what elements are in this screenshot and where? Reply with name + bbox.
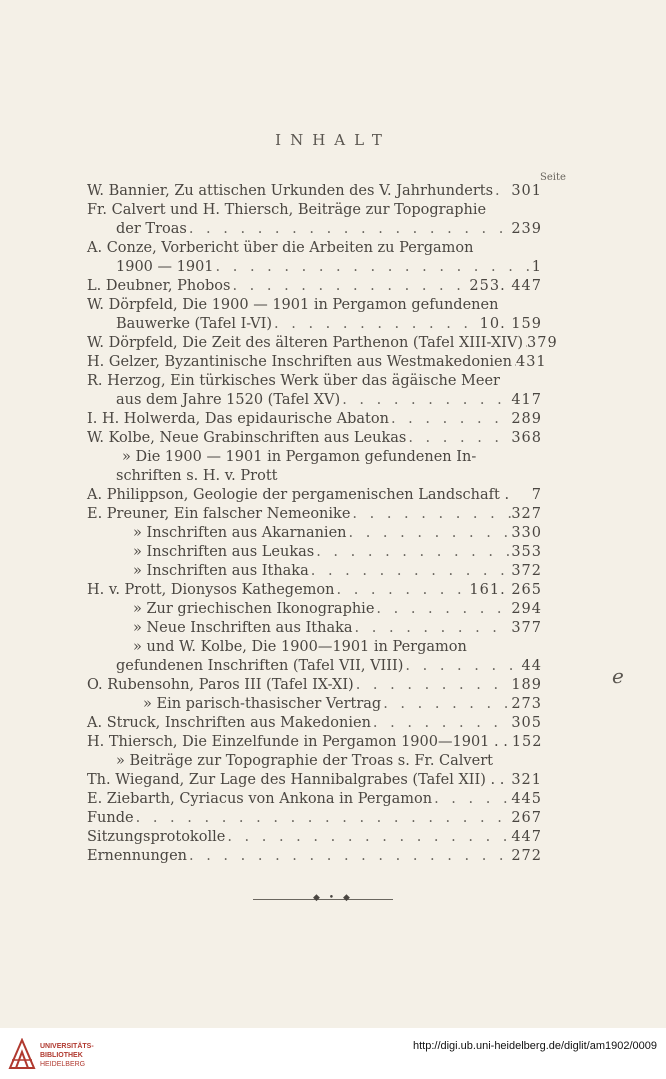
toc-entry-text: W. Kolbe, Neue Grabinschriften aus Leukas: [87, 430, 407, 446]
toc-entry-text: » Inschriften aus Leukas: [133, 544, 315, 560]
toc-entry: [133, 562, 542, 581]
toc-entry: [87, 429, 542, 448]
toc-entry: [116, 315, 542, 334]
toc-leader-dots: [374, 600, 511, 619]
toc-entry: [87, 201, 542, 220]
toc-entry: [87, 733, 542, 752]
toc-entry-text: A. Philippson, Geologie der pergamenischen Landschaft .: [87, 487, 510, 503]
toc-entry: [87, 676, 542, 695]
toc-page-number: 253. 447: [469, 278, 542, 294]
toc-entry: [87, 372, 542, 391]
toc-entry-text: R. Herzog, Ein türkisches Werk über das ägäische Meer: [87, 373, 500, 389]
toc-entry: [116, 467, 542, 486]
toc-leader-dots: [389, 410, 511, 429]
toc-entry: [87, 182, 542, 201]
toc-entry: [87, 334, 558, 353]
toc-entry-text: H. Gelzer, Byzantinische Inschriften aus Westmakedonien: [87, 354, 512, 370]
toc-entry: [87, 828, 542, 847]
library-name-line: BIBLIOTHEK: [40, 1052, 83, 1059]
toc-entry-text: L. Deubner, Phobos: [87, 278, 231, 294]
toc-entry: [87, 486, 542, 505]
toc-entry-text: Bauwerke (Tafel I-VI): [116, 316, 273, 332]
toc-page-number: 379: [527, 335, 558, 351]
ornament-icon: ◆ • ◆: [313, 893, 353, 903]
toc-page-number: 368: [511, 430, 542, 446]
toc-entry-text: A. Conze, Vorbericht über die Arbeiten zu Pergamon: [87, 240, 474, 256]
seite-label: Seite: [540, 172, 566, 183]
toc-entry: [87, 581, 542, 600]
toc-leader-dots: [187, 847, 511, 866]
toc-page-number: 330: [511, 525, 542, 541]
toc-entry-text: gefundenen Inschriften (Tafel VII, VIII): [116, 658, 404, 674]
toc-entry-text: » und W. Kolbe, Die 1900—1901 in Pergamon: [133, 639, 467, 655]
toc-page-number: 327: [511, 506, 542, 522]
toc-entry: [133, 543, 542, 562]
toc-page-number: 294: [511, 601, 542, 617]
toc-page-number: 301: [511, 183, 542, 199]
toc-page-number: 7: [531, 487, 542, 503]
toc-leader-dots: [335, 581, 470, 600]
library-name-line: UNIVERSITÄTS-: [40, 1043, 94, 1050]
toc-leader-dots: [406, 429, 511, 448]
toc-entry-text: aus dem Jahre 1520 (Tafel XV): [116, 392, 341, 408]
toc-leader-dots: [371, 714, 511, 733]
toc-entry: [87, 771, 542, 790]
toc-entry-text: » Inschriften aus Akarnanien: [133, 525, 347, 541]
toc-leader-dots: [350, 505, 511, 524]
toc-leader-dots: [272, 315, 480, 334]
toc-entry: [133, 524, 542, 543]
toc-entry: [87, 410, 542, 429]
toc-entry-text: » Ein parisch-thasischer Vertrag: [143, 696, 382, 712]
toc-leader-dots: [214, 258, 532, 277]
toc-entry-text: H. v. Prott, Dionysos Kathegemon: [87, 582, 335, 598]
toc-page-number: 289: [511, 411, 542, 427]
toc-page-number: 161. 265: [469, 582, 542, 598]
toc-leader-dots: [340, 391, 511, 410]
toc-leader-dots: [493, 182, 511, 201]
library-footer: [0, 1028, 666, 1079]
margin-annotation: e: [612, 664, 624, 688]
toc-entry-text: I. H. Holwerda, Das epidaurische Abaton: [87, 411, 389, 427]
toc-entry: [116, 258, 542, 277]
toc-entry-text: W. Bannier, Zu attischen Urkunden des V. Jahrhunderts: [87, 183, 494, 199]
toc-entry-text: O. Rubensohn, Paros III (Tafel IX-XI): [87, 677, 354, 693]
toc-entry: [133, 619, 542, 638]
toc-entry-text: Funde: [87, 810, 134, 826]
permalink-url[interactable]: http://digi.ub.uni-heidelberg.de/diglit/am1902/0009: [412, 1040, 657, 1052]
toc-entry-text: » Neue Inschriften aus Ithaka: [133, 620, 353, 636]
toc-page-number: 305: [511, 715, 542, 731]
toc-page-number: 377: [511, 620, 542, 636]
toc-page-number: 372: [511, 563, 542, 579]
toc-entry-text: Sitzungsprotokolle: [87, 829, 226, 845]
toc-page-number: 239: [511, 221, 542, 237]
toc-leader-dots: [432, 790, 511, 809]
toc-page-number: 10. 159: [479, 316, 542, 332]
toc-entry-text: 1900 — 1901: [116, 259, 214, 275]
toc-entry: [122, 448, 542, 467]
toc-entry: [133, 638, 542, 657]
toc-entry: [87, 714, 542, 733]
toc-entry-text: E. Ziebarth, Cyriacus von Ankona in Pergamon: [87, 791, 433, 807]
toc-page-number: 189: [511, 677, 542, 693]
toc-page-number: 272: [511, 848, 542, 864]
toc-page-number: 267: [511, 810, 542, 826]
toc-entry-text: W. Dörpfeld, Die 1900 — 1901 in Pergamon gefundenen: [87, 297, 499, 313]
toc-leader-dots: [225, 828, 511, 847]
toc-leader-dots: [309, 562, 512, 581]
toc-entry: [87, 239, 542, 258]
toc-page-number: 447: [511, 829, 542, 845]
toc-leader-dots: [230, 277, 469, 296]
toc-entry-text: » Inschriften aus Ithaka: [133, 563, 309, 579]
toc-entry-text: A. Struck, Inschriften aus Makedonien: [87, 715, 371, 731]
toc-entry: [87, 847, 542, 866]
toc-leader-dots: [134, 809, 512, 828]
toc-leader-dots: [403, 657, 521, 676]
library-name-line: HEIDELBERG: [40, 1061, 86, 1068]
toc-entry-text: H. Thiersch, Die Einzelfunde in Pergamon 1900—1901 . .: [87, 734, 508, 750]
toc-entry: [116, 752, 542, 771]
toc-entry: [87, 353, 547, 372]
toc-page-number: 445: [511, 791, 542, 807]
toc-entry-text: » Die 1900 — 1901 in Pergamon gefundenen In-: [122, 449, 477, 465]
toc-page-number: 273: [511, 696, 542, 712]
toc-entry: [116, 391, 542, 410]
toc-entry: [143, 695, 542, 714]
library-name: [40, 1042, 94, 1069]
toc-page-number: 431: [515, 354, 547, 370]
toc-entry: [116, 657, 542, 676]
toc-entry: [87, 277, 542, 296]
toc-page-number: 1: [531, 259, 542, 275]
toc-entry-text: Fr. Calvert und H. Thiersch, Beiträge zur Topographie: [87, 202, 487, 218]
toc-page-number: 44: [521, 658, 542, 674]
toc-entry-text: der Troas: [116, 221, 187, 237]
toc-entry-text: schriften s. H. v. Prott: [116, 468, 278, 484]
toc-page-number: 321: [511, 772, 542, 788]
toc-leader-dots: [347, 524, 512, 543]
toc-entry: [87, 790, 542, 809]
university-library-logo-icon: [8, 1038, 36, 1070]
page-title: INHALT: [275, 131, 391, 149]
toc-entry: [87, 296, 542, 315]
toc-entry-text: W. Dörpfeld, Die Zeit des älteren Parthenon (Tafel XIII-XIV): [87, 335, 524, 351]
toc-page-number: 417: [511, 392, 542, 408]
toc-entry: [87, 809, 542, 828]
toc-leader-dots: [354, 676, 512, 695]
toc-entry: [133, 600, 542, 619]
toc-entry-text: » Zur griechischen Ikonographie: [133, 601, 375, 617]
toc-entry: [116, 220, 542, 239]
toc-page-number: 152: [511, 734, 543, 750]
toc-entry-text: Th. Wiegand, Zur Lage des Hannibalgrabes (Tafel XII) . .: [87, 772, 505, 788]
toc-entry-text: » Beiträge zur Topographie der Troas s. Fr. Calvert: [116, 753, 493, 769]
toc-entry: [87, 505, 542, 524]
toc-leader-dots: [353, 619, 512, 638]
toc-entry-text: Ernennungen: [87, 848, 187, 864]
toc-leader-dots: [314, 543, 511, 562]
toc-page-number: 353: [511, 544, 542, 560]
toc-entry-text: E. Preuner, Ein falscher Nemeonike: [87, 506, 351, 522]
toc-leader-dots: [187, 220, 511, 239]
toc-leader-dots: [381, 695, 511, 714]
